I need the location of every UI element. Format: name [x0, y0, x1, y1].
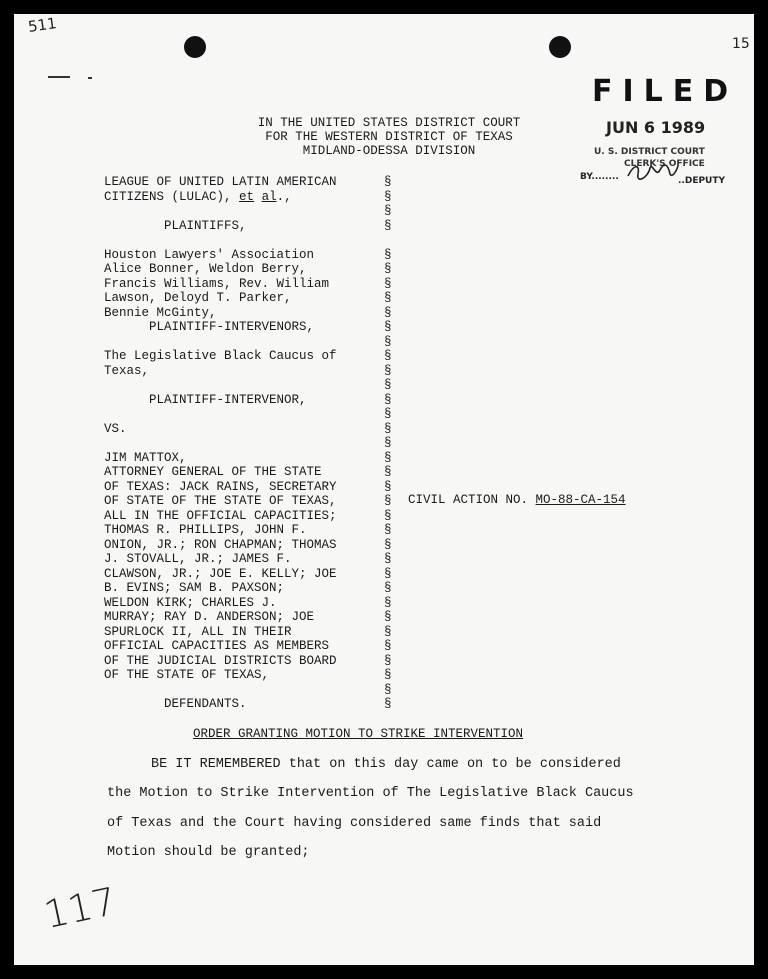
section-symbol: § — [384, 624, 392, 639]
caption-party-text — [104, 233, 384, 248]
section-symbol: § — [384, 581, 392, 595]
court-header-line-1: IN THE UNITED STATES DISTRICT COURT — [257, 116, 521, 130]
court-header-line-3: MIDLAND-ODESSA DIVISION — [302, 144, 476, 158]
caption-party-text: CLAWSON, JR.; JOE E. KELLY; JOE — [104, 566, 337, 581]
civil-action-value: MO-88-CA-154 — [535, 493, 626, 507]
caption-party-text — [104, 335, 384, 350]
clerk-signature — [624, 160, 682, 182]
handwritten-page-number: 15 — [732, 36, 750, 52]
section-symbol: § — [384, 465, 392, 479]
filed-stamp-deputy: ..DEPUTY — [678, 176, 726, 186]
section-symbol: § — [384, 668, 392, 682]
caption-party-text: ATTORNEY GENERAL OF THE STATE — [104, 465, 322, 479]
filed-stamp-clerk: CLERK'S OFFICE — [624, 159, 705, 169]
court-header-line-2: FOR THE WESTERN DISTRICT OF TEXAS — [265, 130, 513, 144]
caption-row — [104, 219, 398, 234]
section-symbol: § — [384, 508, 392, 523]
section-symbol: § — [384, 305, 392, 320]
order-body-line: of Texas and the Court having considered same finds that said — [107, 815, 602, 831]
section-symbol: § — [384, 639, 392, 653]
section-symbol: § — [384, 378, 392, 392]
section-symbol: § — [384, 363, 392, 378]
caption-row — [104, 407, 398, 422]
caption-party-text: DEFENDANTS. — [104, 697, 247, 711]
caption-row — [104, 364, 398, 379]
caption-party-text: Alice Bonner, Weldon Berry, — [104, 262, 307, 276]
caption-row — [104, 393, 398, 408]
caption-row — [104, 436, 398, 451]
section-symbol: § — [384, 566, 392, 581]
section-symbol: § — [384, 595, 392, 610]
order-body-line: the Motion to Strike Intervention of The Legislative Black Caucus — [107, 786, 634, 802]
caption-party-text: SPURLOCK II, ALL IN THEIR — [104, 624, 292, 639]
caption-row — [104, 639, 398, 654]
section-symbol: § — [384, 276, 392, 291]
caption-row — [104, 320, 398, 335]
caption-party-text — [104, 378, 384, 393]
caption-row — [104, 683, 398, 698]
handwritten-bottom-number: 117 — [40, 878, 121, 938]
caption-row — [104, 190, 398, 205]
caption-party-text: The Legislative Black Caucus of — [104, 349, 337, 363]
section-symbol: § — [384, 334, 392, 349]
order-title: ORDER GRANTING MOTION TO STRIKE INTERVENTION — [193, 727, 524, 741]
filed-stamp-by: BY........ — [580, 172, 619, 182]
caption-row — [104, 494, 398, 509]
caption-party-text: PLAINTIFFS, — [104, 218, 247, 233]
caption-row — [104, 509, 398, 524]
caption-party-text: OF THE JUDICIAL DISTRICTS BOARD — [104, 653, 337, 668]
section-symbol: § — [384, 392, 392, 407]
caption-row — [104, 538, 398, 553]
caption-row — [104, 523, 398, 538]
section-symbol: § — [384, 407, 392, 421]
caption-row — [104, 306, 398, 321]
document-page — [14, 14, 754, 965]
section-symbol: § — [384, 494, 392, 508]
section-symbol: § — [384, 349, 392, 363]
caption-party-text — [104, 407, 384, 422]
civil-action-label: CIVIL ACTION NO. — [408, 493, 529, 507]
caption-row — [104, 654, 398, 669]
caption-party-text: OFFICIAL CAPACITIES AS MEMBERS — [104, 639, 330, 653]
caption-row — [104, 335, 398, 350]
handwritten-page-mark: 511 — [26, 14, 58, 36]
section-symbol: § — [384, 552, 392, 566]
caption-row — [104, 625, 398, 640]
caption-row — [104, 175, 398, 190]
section-symbol: § — [384, 610, 392, 624]
caption-row — [104, 552, 398, 567]
caption-party-text: Bennie McGinty, — [104, 305, 217, 320]
caption-row — [104, 465, 398, 480]
section-symbol: § — [384, 262, 392, 276]
caption-row — [104, 277, 398, 292]
caption-party-text: ONION, JR.; RON CHAPMAN; THOMAS — [104, 537, 337, 552]
caption-party-text: OF STATE OF THE STATE OF TEXAS, — [104, 494, 337, 508]
caption-row — [104, 204, 398, 219]
section-symbol: § — [384, 175, 392, 189]
caption-row — [104, 567, 398, 582]
caption-row — [104, 610, 398, 625]
section-symbol: § — [384, 523, 392, 537]
caption-row — [104, 378, 398, 393]
section-symbol-blank — [384, 233, 398, 248]
section-symbol: § — [384, 421, 392, 436]
section-symbol: § — [384, 436, 392, 450]
section-symbol: § — [384, 653, 392, 668]
section-symbol: § — [384, 682, 392, 697]
filed-stamp-court: U. S. DISTRICT COURT — [594, 147, 705, 157]
caption-party-text: OF TEXAS: JACK RAINS, SECRETARY — [104, 479, 337, 494]
section-symbol: § — [384, 479, 392, 494]
civil-action-number — [408, 493, 626, 507]
caption-party-text: Texas, — [104, 363, 150, 378]
punch-hole-left — [184, 36, 206, 58]
caption-row — [104, 697, 398, 712]
section-symbol: § — [384, 320, 392, 334]
margin-mark — [48, 76, 70, 78]
order-body-line: Motion should be granted; — [107, 844, 310, 860]
section-symbol: § — [384, 291, 392, 305]
court-header — [214, 116, 564, 158]
caption-party-text: OF THE STATE OF TEXAS, — [104, 668, 270, 682]
caption-party-text — [104, 683, 384, 698]
filed-stamp-date: JUN 6 1989 — [606, 118, 706, 137]
caption-party-text — [104, 436, 384, 451]
caption-party-text: JIM MATTOX, — [104, 450, 187, 465]
caption-party-text: THOMAS R. PHILLIPS, JOHN F. — [104, 523, 307, 537]
caption-party-text: PLAINTIFF-INTERVENOR, — [104, 392, 307, 407]
margin-mark-dot — [88, 77, 92, 79]
caption-row — [104, 451, 398, 466]
caption-party-text: MURRAY; RAY D. ANDERSON; JOE — [104, 610, 315, 624]
caption-party-text: LEAGUE OF UNITED LATIN AMERICAN — [104, 175, 337, 189]
caption-party-text — [104, 204, 384, 219]
caption-row — [104, 291, 398, 306]
caption-party-text: ALL IN THE OFFICIAL CAPACITIES; — [104, 508, 337, 523]
caption-party-text: Francis Williams, Rev. William — [104, 276, 330, 291]
caption-row — [104, 233, 398, 248]
section-symbol: § — [384, 218, 392, 233]
caption-row — [104, 581, 398, 596]
section-symbol: § — [384, 537, 392, 552]
caption-party-text: J. STOVALL, JR.; JAMES F. — [104, 552, 292, 566]
caption-party-text: CITIZENS (LULAC), et al., — [104, 189, 292, 204]
caption-party-text: Houston Lawyers' Association — [104, 247, 315, 262]
order-body-line: BE IT REMEMBERED that on this day came on to be considered — [151, 757, 621, 772]
section-symbol: § — [384, 450, 392, 465]
caption-row — [104, 248, 398, 263]
section-symbol: § — [384, 189, 392, 204]
caption-row — [104, 596, 398, 611]
caption-party-text: WELDON KIRK; CHARLES J. — [104, 595, 277, 610]
section-symbol: § — [384, 247, 392, 262]
caption-row — [104, 262, 398, 277]
caption-party-text: Lawson, Deloyd T. Parker, — [104, 291, 292, 305]
filed-stamp-by-label: BY — [580, 172, 592, 182]
caption-party-text: VS. — [104, 421, 127, 436]
caption-party-text: B. EVINS; SAM B. PAXSON; — [104, 581, 285, 595]
punch-hole-right — [549, 36, 571, 58]
section-symbol: § — [384, 204, 392, 218]
caption-party-text: PLAINTIFF-INTERVENORS, — [104, 320, 315, 334]
caption-row — [104, 480, 398, 495]
filed-stamp-deputy-label: DEPUTY — [684, 176, 726, 186]
caption-row — [104, 349, 398, 364]
section-symbol: § — [384, 697, 392, 711]
filed-stamp: FILED — [592, 74, 739, 109]
caption-row — [104, 422, 398, 437]
caption-row — [104, 668, 398, 683]
order-body — [107, 750, 677, 867]
case-caption — [104, 175, 398, 712]
